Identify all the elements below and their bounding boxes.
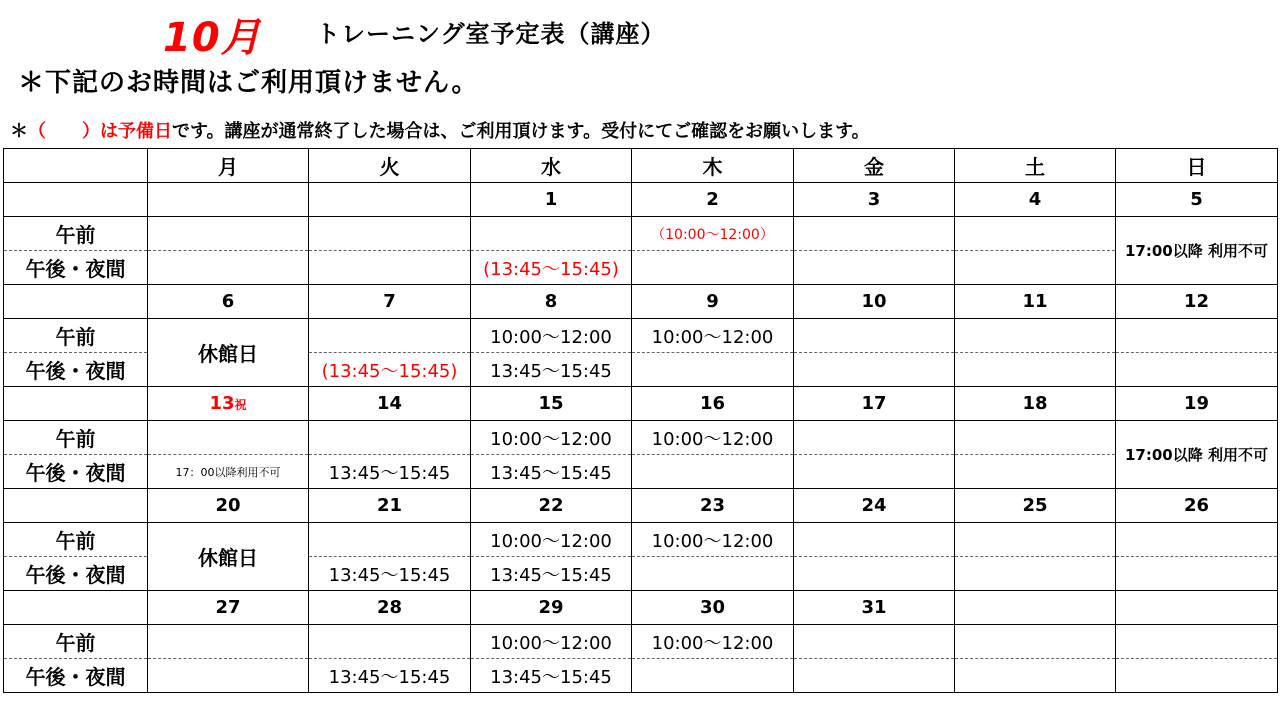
slot-cell (794, 353, 955, 387)
slot-cell (1116, 353, 1278, 387)
weekday-mon: 月 (148, 149, 309, 183)
weekday-sun: 日 (1116, 149, 1278, 183)
date-cell: 7 (309, 285, 471, 319)
slot-cell: 13:45～15:45 (309, 659, 471, 693)
date-cell: 10 (794, 285, 955, 319)
date-cell (148, 183, 309, 217)
date-row-label (4, 489, 148, 523)
date-row-label (4, 387, 148, 421)
note-red: （ ）は予備日 (28, 121, 172, 142)
date-row (4, 285, 1278, 319)
date-row (4, 591, 1278, 625)
reserve-slot: （10:00～12:00） (632, 217, 794, 251)
date-cell: 23 (632, 489, 794, 523)
slot-cell (794, 319, 955, 353)
am-label: 午前 (4, 319, 148, 353)
date-cell: 20 (148, 489, 309, 523)
weekday-thu: 木 (632, 149, 794, 183)
closed-day-cell: 休館日 (148, 319, 309, 387)
slot-cell: 10:00～12:00 (471, 625, 632, 659)
weekday-fri: 金 (794, 149, 955, 183)
slot-cell (955, 455, 1116, 489)
slot-cell: 10:00～12:00 (632, 523, 794, 557)
sunday-restriction: 17:00以降 利用不可 (1116, 421, 1278, 489)
slot-cell (794, 523, 955, 557)
am-row (4, 217, 1278, 251)
slot-cell (955, 319, 1116, 353)
slot-cell (955, 557, 1116, 591)
pm-label: 午後・夜間 (4, 353, 148, 387)
date-row (4, 183, 1278, 217)
pm-label: 午後・夜間 (4, 659, 148, 693)
slot-cell (955, 659, 1116, 693)
evening-restriction: 17：00以降利用不可 (148, 455, 309, 489)
slot-cell (148, 659, 309, 693)
holiday-mark: 祝 (234, 398, 247, 412)
pm-label: 午後・夜間 (4, 251, 148, 285)
date-row-label (4, 591, 148, 625)
slot-cell (1116, 659, 1278, 693)
date-row (4, 489, 1278, 523)
sunday-restriction: 17:00以降 利用不可 (1116, 217, 1278, 285)
date-cell: 6 (148, 285, 309, 319)
slot-cell: 10:00～12:00 (632, 421, 794, 455)
note-line (10, 117, 870, 143)
date-cell: 8 (471, 285, 632, 319)
pm-row (4, 455, 1278, 489)
slot-cell: 13:45～15:45 (471, 455, 632, 489)
pm-row (4, 251, 1278, 285)
am-row (4, 421, 1278, 455)
slot-cell (955, 217, 1116, 251)
note-rest: です。講座が通常終了した場合は、ご利用頂けます。受付にてご確認をお願いします。 (172, 121, 870, 142)
slot-cell (794, 557, 955, 591)
date-cell: 25 (955, 489, 1116, 523)
date-cell: 30 (632, 591, 794, 625)
slot-cell (309, 625, 471, 659)
notice-text: ＊下記のお時間はご利用頂けません。 (18, 68, 479, 98)
slot-cell (632, 353, 794, 387)
am-label: 午前 (4, 217, 148, 251)
slot-cell (794, 217, 955, 251)
date-cell: 3 (794, 183, 955, 217)
date-row-label (4, 183, 148, 217)
date-row (4, 387, 1278, 421)
slot-cell: 13:45～15:45 (471, 659, 632, 693)
schedule-table (3, 148, 1278, 693)
date-cell (955, 591, 1116, 625)
date-cell: 4 (955, 183, 1116, 217)
date-cell: 12 (1116, 285, 1278, 319)
date-cell: 22 (471, 489, 632, 523)
slot-cell: 13:45～15:45 (309, 557, 471, 591)
date-cell: 2 (632, 183, 794, 217)
slot-cell (794, 625, 955, 659)
slot-cell (794, 251, 955, 285)
date-cell: 26 (1116, 489, 1278, 523)
slot-cell (148, 251, 309, 285)
slot-cell (309, 251, 471, 285)
slot-cell: 10:00～12:00 (632, 319, 794, 353)
pm-label: 午後・夜間 (4, 557, 148, 591)
slot-cell: 10:00～12:00 (471, 421, 632, 455)
reserve-slot: (13:45～15:45) (309, 353, 471, 387)
slot-cell (632, 455, 794, 489)
corner-cell (4, 149, 148, 183)
date-cell: 1 (471, 183, 632, 217)
slot-cell: 10:00～12:00 (471, 319, 632, 353)
closed-day-cell: 休館日 (148, 523, 309, 591)
weekday-sat: 土 (955, 149, 1116, 183)
date-cell: 11 (955, 285, 1116, 319)
slot-cell (1116, 523, 1278, 557)
date-cell (309, 183, 471, 217)
slot-cell (1116, 557, 1278, 591)
weekday-wed: 水 (471, 149, 632, 183)
slot-cell (1116, 319, 1278, 353)
date-cell: 31 (794, 591, 955, 625)
date-row-label (4, 285, 148, 319)
weekday-tue: 火 (309, 149, 471, 183)
date-cell: 9 (632, 285, 794, 319)
slot-cell: 13:45～15:45 (471, 353, 632, 387)
date-cell: 21 (309, 489, 471, 523)
slot-cell (632, 659, 794, 693)
slot-cell (309, 523, 471, 557)
slot-cell (794, 455, 955, 489)
reserve-slot: (13:45～15:45) (471, 251, 632, 285)
date-cell: 27 (148, 591, 309, 625)
am-row (4, 625, 1278, 659)
slot-cell (309, 319, 471, 353)
slot-cell (1116, 625, 1278, 659)
am-label: 午前 (4, 523, 148, 557)
date-cell: 15 (471, 387, 632, 421)
slot-cell (955, 251, 1116, 285)
weekday-header-row (4, 149, 1278, 183)
date-cell: 18 (955, 387, 1116, 421)
title-month: 10月 (163, 15, 262, 61)
slot-cell: 10:00～12:00 (471, 523, 632, 557)
slot-cell: 13:45～15:45 (309, 455, 471, 489)
date-cell: 24 (794, 489, 955, 523)
date-cell: 17 (794, 387, 955, 421)
date-cell: 28 (309, 591, 471, 625)
slot-cell (794, 421, 955, 455)
slot-cell (955, 523, 1116, 557)
date-cell: 29 (471, 591, 632, 625)
am-label: 午前 (4, 625, 148, 659)
slot-cell (148, 217, 309, 251)
slot-cell: 10:00～12:00 (632, 625, 794, 659)
slot-cell (471, 217, 632, 251)
date-cell: 19 (1116, 387, 1278, 421)
pm-row (4, 659, 1278, 693)
holiday-date-cell (148, 387, 309, 421)
am-row (4, 319, 1278, 353)
slot-cell (148, 421, 309, 455)
date-cell: 14 (309, 387, 471, 421)
holiday-date: 13 (209, 393, 235, 414)
slot-cell (794, 659, 955, 693)
slot-cell (955, 625, 1116, 659)
slot-cell (632, 557, 794, 591)
am-row (4, 523, 1278, 557)
slot-cell (632, 251, 794, 285)
slot-cell (148, 625, 309, 659)
page-title: トレーニング室予定表（講座） (316, 20, 666, 48)
slot-cell (309, 421, 471, 455)
am-label: 午前 (4, 421, 148, 455)
date-cell: 16 (632, 387, 794, 421)
pm-label: 午後・夜間 (4, 455, 148, 489)
date-cell: 5 (1116, 183, 1278, 217)
note-prefix: ＊ (10, 121, 28, 142)
slot-cell (309, 217, 471, 251)
date-cell (1116, 591, 1278, 625)
slot-cell (955, 353, 1116, 387)
slot-cell (955, 421, 1116, 455)
slot-cell: 13:45～15:45 (471, 557, 632, 591)
